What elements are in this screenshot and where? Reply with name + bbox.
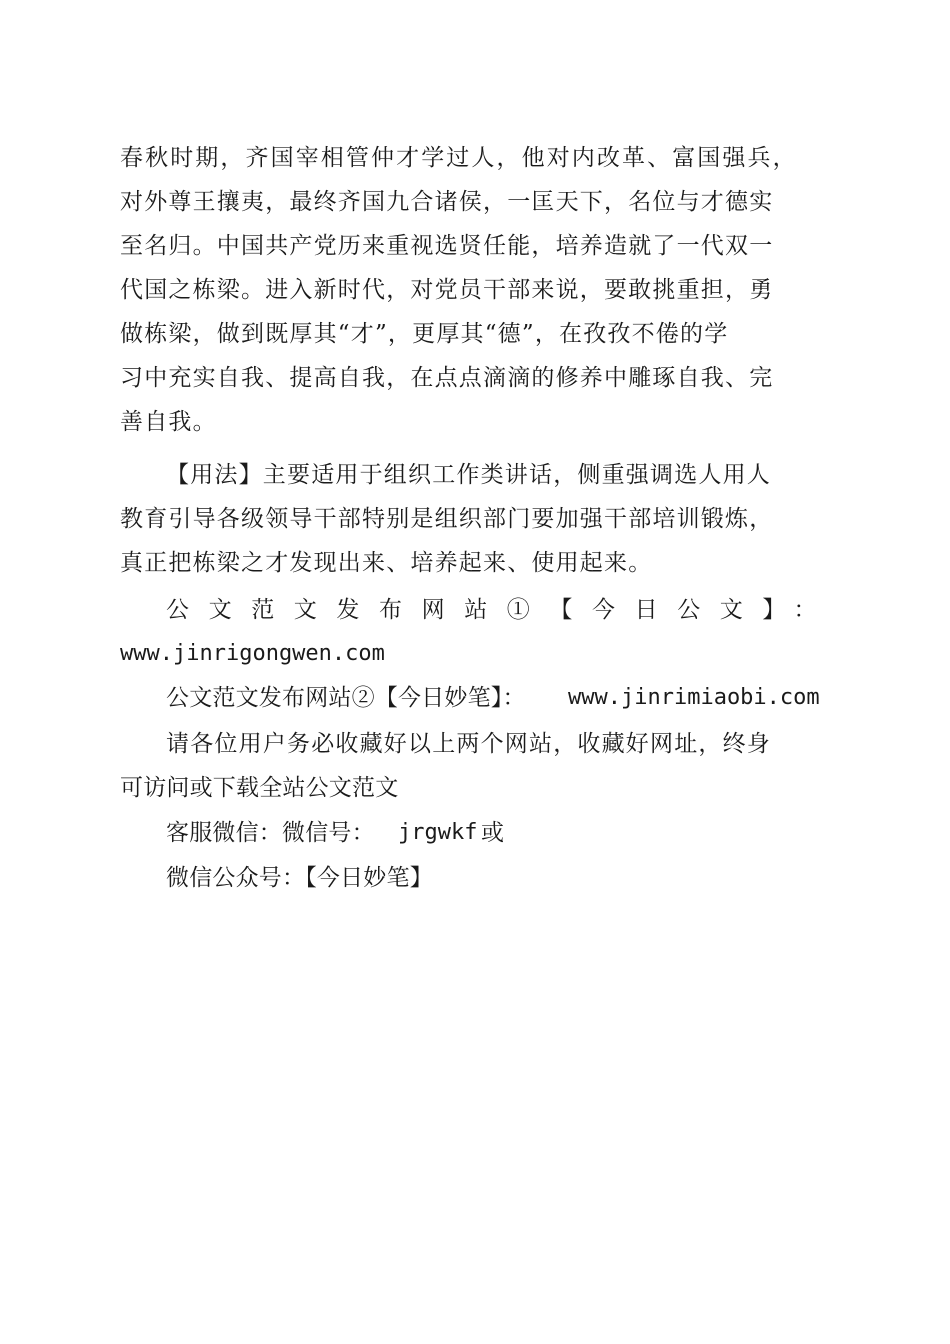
paragraph-1-line-7: 善自我。 [120,409,217,435]
wechat-id: jrgwkf [398,820,478,845]
site-1-label-line: 公文范文发布网站①【今日公文】： [166,597,837,623]
paragraph-1-line-2: 对外尊王攘夷，最终齐国九合诸侯，一匡天下，名位与才德实 [120,189,774,215]
customer-service-line [0,813,950,853]
site-1-url-line [0,634,950,674]
official-account-text: 微信公众号：【今日妙笔】 [166,865,433,891]
notice-line-1: 请各位用户务必收藏好以上两个网站，收藏好网址，终身 [166,731,771,757]
site-1-url-link[interactable]: www.jinrigongwen.com [120,641,385,666]
site-2-line [0,678,950,718]
usage-paragraph-line-1: 【用法】主要适用于组织工作类讲话，侧重强调选人用人 [166,462,771,488]
notice-line-2: 可访问或下载全站公文范文 [120,775,399,801]
customer-service-tail: 或 [481,820,504,846]
usage-paragraph-line-3: 真正把栋梁之才发现出来、培养起来、使用起来。 [120,550,653,576]
customer-service-label: 客服微信：微信号： [166,820,375,846]
paragraph-1-line-5: 做栋梁，做到既厚其“才”，更厚其“德”，在孜孜不倦的学 [120,321,729,347]
paragraph-1-line-4: 代国之栋梁。进入新时代，对党员干部来说，要敢挑重担，勇 [120,277,774,303]
official-account-line [0,858,950,898]
paragraph-1-line-6: 习中充实自我、提高自我，在点点滴滴的修养中雕琢自我、完 [120,365,774,391]
paragraph-1-line-3: 至名归。中国共产党历来重视选贤任能，培养造就了一代双一 [120,233,774,259]
paragraph-1-line-1: 春秋时期，齐国宰相管仲才学过人，他对内改革、富国强兵， [120,145,798,171]
site-2-label: 公文范文发布网站②【今日妙笔】： [166,685,526,711]
usage-paragraph-line-2: 教育引导各级领导干部特别是组织部门要加强干部培训锻炼， [120,506,774,532]
site-2-url-link[interactable]: www.jinrimiaobi.com [568,685,820,710]
